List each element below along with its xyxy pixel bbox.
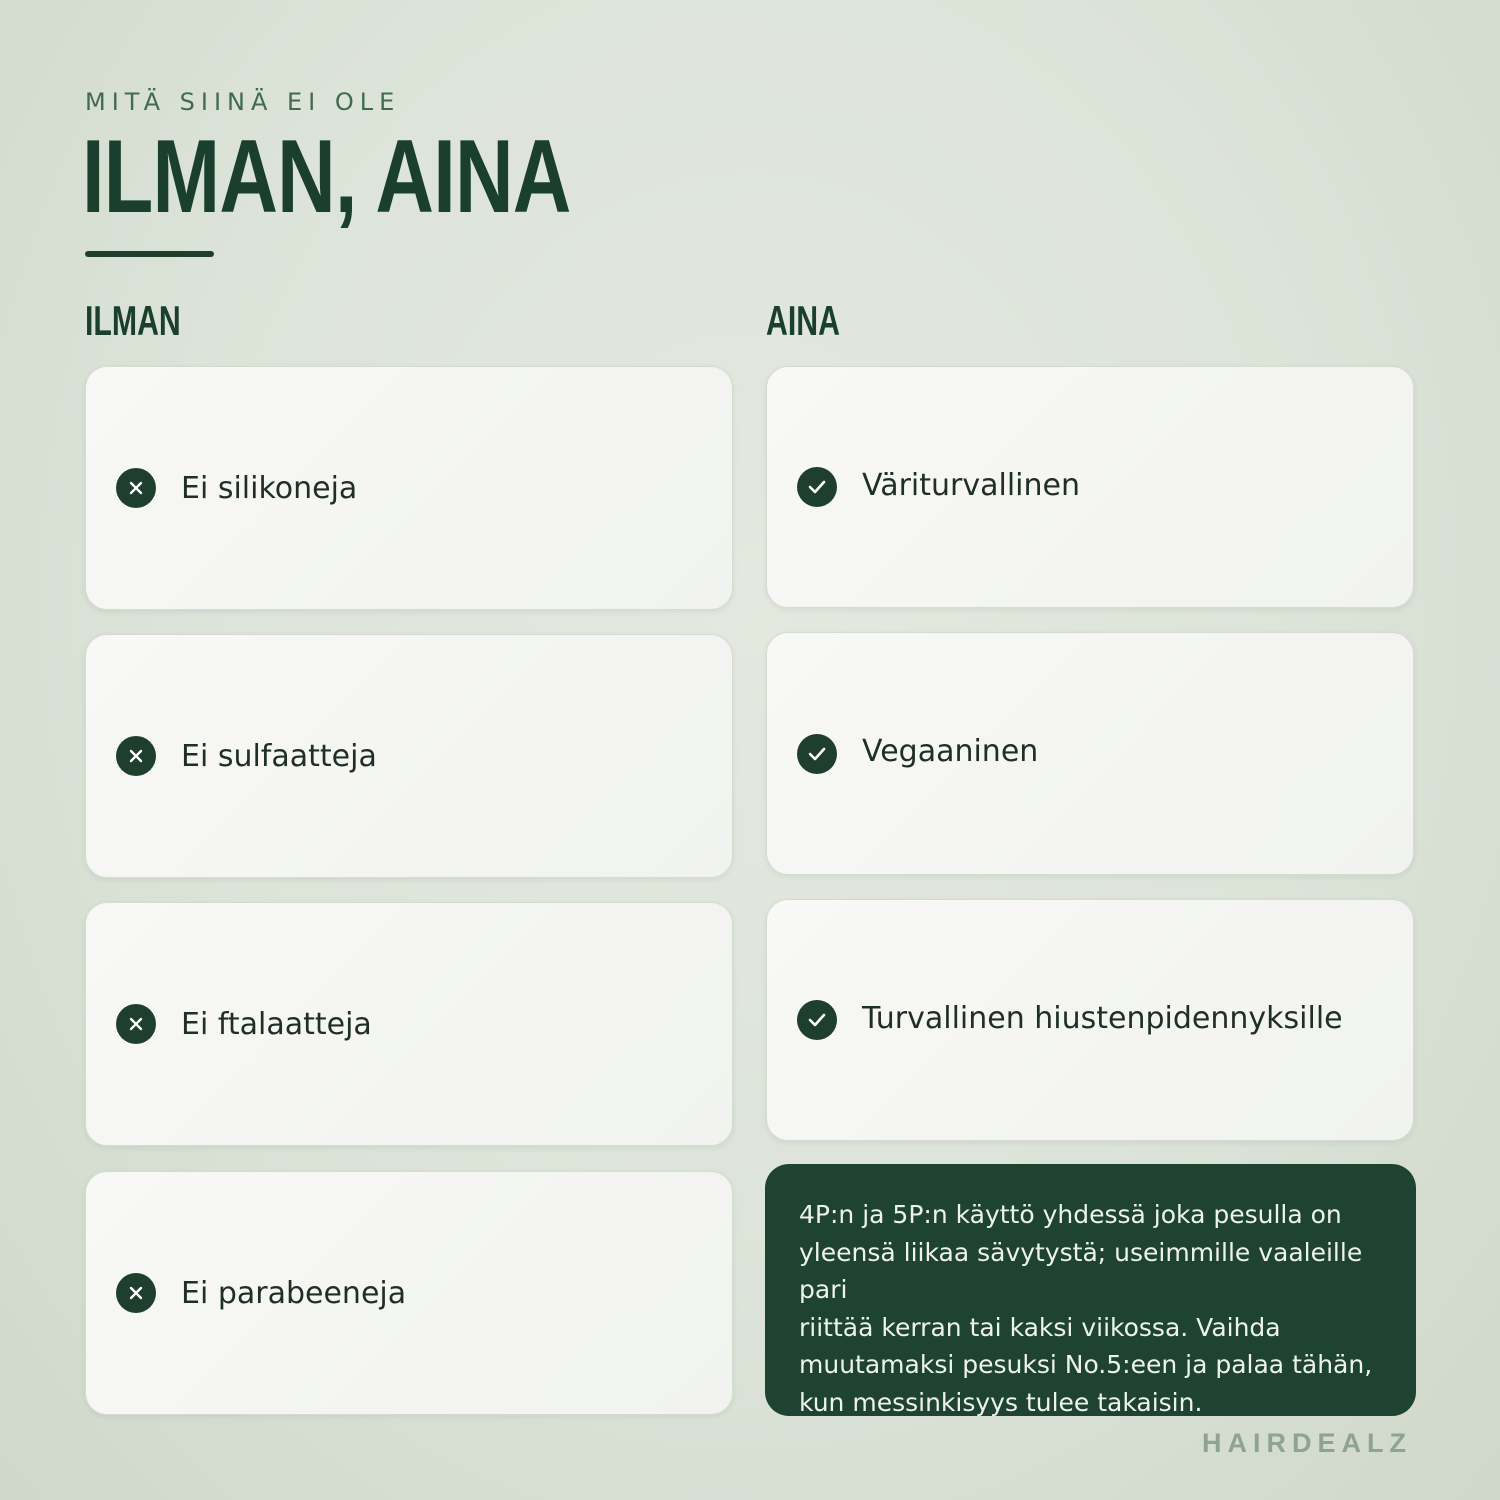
without-label: Ei parabeeneja xyxy=(181,1275,407,1311)
page-title: ILMAN, AINA xyxy=(82,119,571,235)
column-heading-without: ILMAN xyxy=(85,297,181,344)
x-icon xyxy=(116,468,156,508)
usage-note-line: riittää kerran tai kaksi viikossa. Vaihda xyxy=(799,1312,1281,1342)
always-label: Väriturvallinen xyxy=(862,467,1080,503)
without-card xyxy=(85,634,733,878)
always-card xyxy=(766,632,1414,875)
always-label: Turvallinen hiustenpidennyksille xyxy=(862,1000,1343,1036)
title-underline xyxy=(85,251,214,257)
check-icon xyxy=(797,734,837,774)
usage-note-line: muutamaksi pesuksi No.5:een ja palaa tähän, xyxy=(799,1350,1373,1379)
without-label: Ei silikoneja xyxy=(181,470,358,506)
x-icon xyxy=(116,736,156,776)
without-label: Ei ftalaatteja xyxy=(181,1006,372,1042)
usage-note-line: 4P:n ja 5P:n käyttö yhdessä joka pesulla on xyxy=(799,1200,1342,1229)
always-label: Vegaaninen xyxy=(862,734,1039,769)
brand-logo-text: HAIRDEALZ xyxy=(1202,1428,1412,1458)
check-icon xyxy=(797,467,837,507)
always-card xyxy=(766,899,1414,1141)
usage-note-card xyxy=(765,1164,1416,1416)
usage-note-line: yleensä liikaa sävytystä; useimmille vaaleille pari xyxy=(799,1237,1363,1304)
always-card xyxy=(766,366,1414,608)
without-card xyxy=(85,902,733,1146)
without-card xyxy=(85,366,733,610)
eyebrow-text: MITÄ SIINÄ EI OLE xyxy=(85,88,401,116)
x-icon xyxy=(116,1273,156,1313)
column-heading-always: AINA xyxy=(766,297,840,344)
without-label: Ei sulfaatteja xyxy=(181,738,377,774)
x-icon xyxy=(116,1004,156,1044)
check-icon xyxy=(797,1000,837,1040)
usage-note-line: kun messinkisyys tulee takaisin. xyxy=(799,1387,1203,1417)
without-card xyxy=(85,1171,733,1415)
